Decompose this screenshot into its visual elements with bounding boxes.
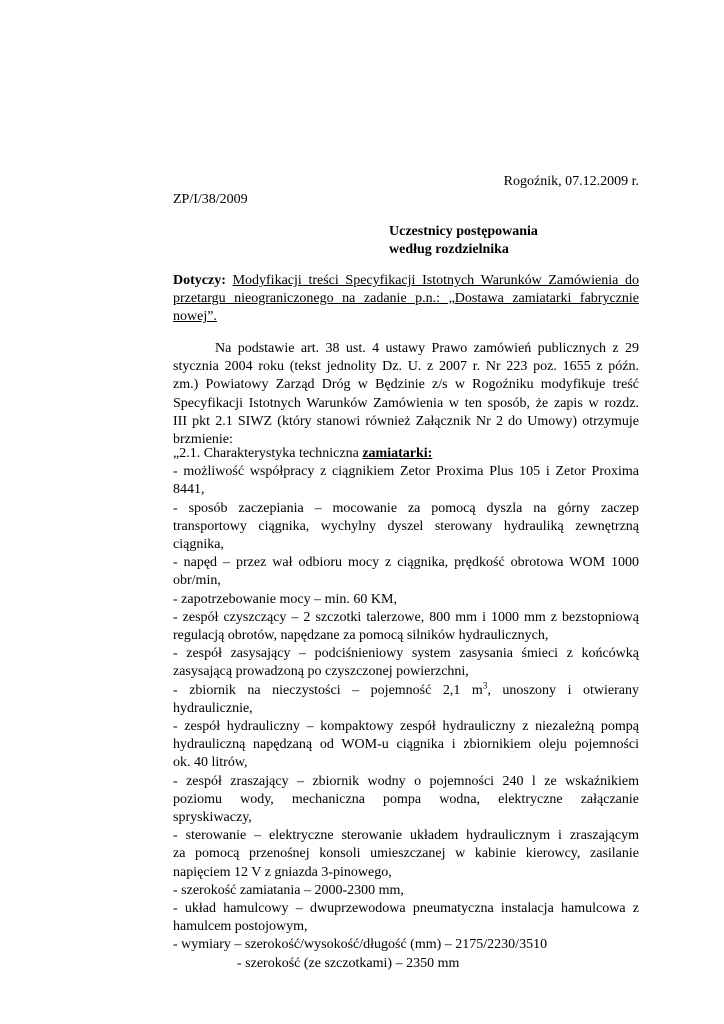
- spec-item-subline: - szerokość (ze szczotkami) – 2350 mm: [237, 955, 460, 971]
- recipient: [389, 223, 649, 259]
- spec-item: - układ hamulcowy – dwuprzewodowa pneumatyczna instalacja hamulcowa z hamulcem postojowym,: [173, 901, 639, 935]
- reference-number: ZP/I/38/2009: [173, 192, 248, 207]
- subject-label: Dotyczy:: [173, 273, 226, 288]
- intro-line: brzmienie:: [173, 432, 233, 448]
- spec-item: - możliwość współpracy z ciągnikiem Zetor Proxima Plus 105 i Zetor Proxima 8441,: [173, 464, 639, 498]
- spec-item: - szerokość zamiatania – 2000-2300 mm,: [173, 882, 404, 898]
- intro-line: Na podstawie art. 38 ust. 4 ustawy Prawo zamówień publicznych z 29: [215, 341, 639, 356]
- intro-line: stycznia 2004 roku (tekst jednolity Dz. U. z 2007 r. Nr 223 poz. 1655 z późn.: [173, 359, 639, 375]
- spec-items-1: [173, 463, 639, 681]
- spec-item: - zespół czyszczący – 2 szczotki talerzowe, 800 mm i 1000 mm z bezstopniową regulacją obrotów, napędzane za pomocą silników hydraulicznych,: [173, 609, 639, 644]
- subject-line: nowej”.: [173, 309, 217, 325]
- spec-item: - wymiary – szerokość/wysokość/długość (mm) – 2175/2230/3510: [173, 937, 548, 953]
- spec-item: - zespół hydrauliczny – kompaktowy zespół hydrauliczny z niezależną pompą hydrauliczną napędzaną od WOM-u ciągnika i zbiornikiem oleju pojemności ok. 40 litrów,: [173, 719, 639, 771]
- spec-item: - zapotrzebowanie mocy – min. 60 KM,: [173, 591, 397, 607]
- place-date: Rogoźnik, 07.12.2009 r.: [503, 174, 639, 189]
- subject-line: przetargu nieograniczonego na zadanie p.n.: „Dostawa zamiatarki fabrycznie: [173, 291, 639, 307]
- intro-line: Specyfikacji Istotnych Warunków Zamówienia w ten sposób, że zapis w rozdz.: [173, 395, 639, 411]
- spec-list: [173, 445, 639, 973]
- intro-paragraph: [173, 340, 639, 449]
- intro-line: III pkt 2.1 SIWZ (który stanowi również Załącznik Nr 2 do Umowy) otrzymuje: [173, 413, 639, 429]
- spec-item: - sterowanie – elektryczne sterowanie układem hydraulicznym i zraszającym za pomocą przenośnej konsoli umieszczanej w kabinie kierowcy, zasilanie napięciem 12 V z gniazda 3-pinowego,: [173, 828, 639, 880]
- spec-item: - zespół zraszający – zbiornik wodny o pojemności 240 l ze wskaźnikiem poziomu wody, mechaniczna pompa wodna, elektryczne załączanie spryskiwaczy,: [173, 773, 639, 826]
- spec-items-2: [173, 718, 639, 955]
- recipient-line: według rozdzielnika: [389, 242, 509, 258]
- spec-heading: „2.1. Charakterystyka techniczna zamiatarki:: [173, 446, 433, 461]
- intro-line: zm.) Powiatowy Zarząd Dróg w Będzinie z/s w Rogoźniku modyfikuje treść: [173, 377, 639, 393]
- spec-item-tank: - zbiornik na nieczystości – pojemność 2,1 $m^3$, unoszony i otwierany hydraulicznie,: [173, 679, 639, 716]
- spec-item: - napęd – przez wał odbioru mocy z ciągnika, prędkość obrotowa WOM 1000 obr/min,: [173, 555, 639, 589]
- subject-block: [173, 272, 639, 327]
- spec-item: - zespół zasysający – podciśnieniowy system zasysania śmieci z końcówką zasysającą prowadzoną po czyszczonej powierzchni,: [173, 646, 639, 680]
- recipient-line: Uczestnicy postępowania: [389, 224, 538, 239]
- spec-item: - sposób zaczepiania – mocowanie za pomocą dyszla na górny zaczep transportowy ciągnika, wychylny dyszel sterowany hydrauliką zewnętrzną ciągnika,: [173, 500, 639, 553]
- subject-line: Dotyczy: Modyfikacji treści Specyfikacji Istotnych Warunków Zamówienia do: [173, 273, 640, 288]
